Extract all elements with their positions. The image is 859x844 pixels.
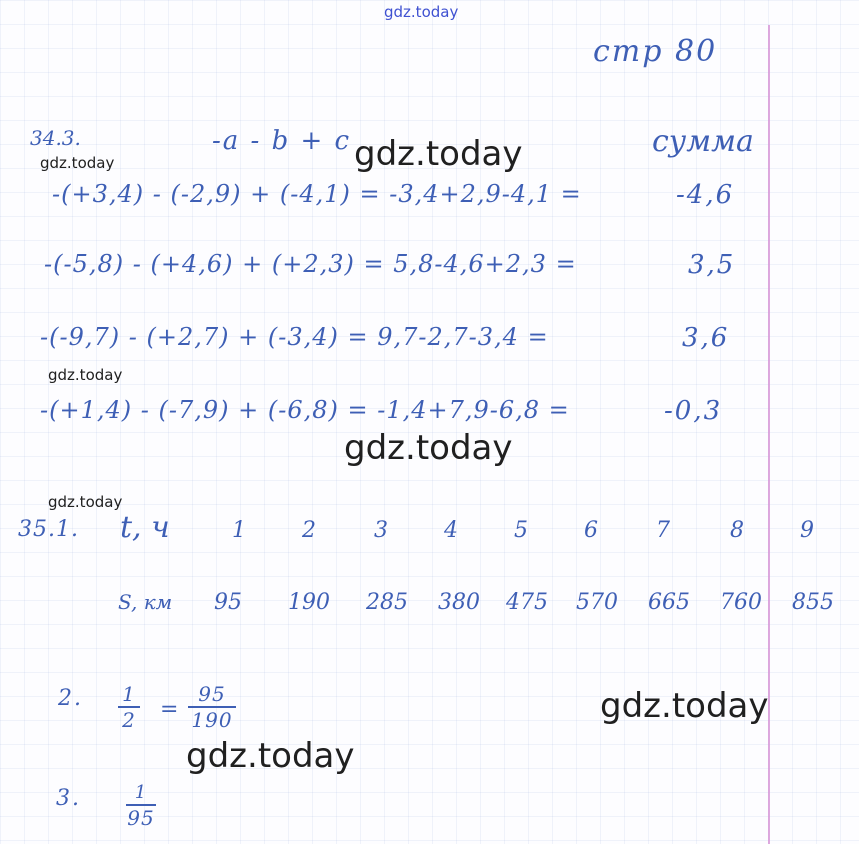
expr-row-4: -(+1,4) - (-7,9) + (-6,8) = -1,4+7,9-6,8 =: [40, 396, 570, 424]
part3-number: 3.: [56, 786, 81, 811]
fraction-numerator: 1: [122, 682, 136, 706]
s-value: 855: [792, 590, 834, 615]
watermark: gdz.today: [48, 366, 123, 384]
watermark: gdz.today: [354, 134, 523, 174]
result-row-1: -4,6: [676, 180, 735, 210]
watermark: gdz.today: [600, 686, 769, 726]
fraction-numerator: 1: [134, 782, 148, 803]
expr-row-3: -(-9,7) - (+2,7) + (-3,4) = 9,7-2,7-3,4 =: [40, 323, 549, 351]
expr-row-2: -(-5,8) - (+4,6) + (+2,3) = 5,8-4,6+2,3 =: [44, 250, 577, 278]
watermark: gdz.today: [48, 493, 123, 511]
problem-34-header-result: сумма: [652, 124, 754, 159]
page-label: стр 80: [593, 34, 718, 69]
s-value: 95: [214, 590, 242, 615]
s-value: 665: [648, 590, 690, 615]
t-value: 9: [800, 518, 816, 543]
part3-fraction: [126, 784, 156, 828]
expr-row-1: -(+3,4) - (-2,9) + (-4,1) = -3,4+2,9-4,1 =: [52, 180, 582, 208]
t-value: 7: [656, 518, 672, 543]
fraction-numerator: 95: [198, 682, 226, 706]
t-label: t, ч: [120, 510, 170, 545]
fraction-denominator: 190: [191, 708, 233, 732]
t-value: 6: [584, 518, 600, 543]
watermark: gdz.today: [186, 736, 355, 776]
s-value: 380: [438, 590, 480, 615]
problem-35-number: 35.1.: [18, 517, 79, 542]
s-label: S, км: [118, 590, 173, 614]
s-value: 190: [288, 590, 330, 615]
part2-right-fraction: [188, 684, 236, 730]
result-row-3: 3,6: [682, 323, 730, 353]
problem-34-header-expr: -a - b + c: [212, 126, 352, 156]
t-value: 1: [232, 518, 248, 543]
t-value: 2: [302, 518, 318, 543]
watermark-top: gdz.today: [384, 3, 459, 21]
part2-left-fraction: [118, 684, 140, 730]
watermark: gdz.today: [40, 154, 115, 172]
s-value: 475: [506, 590, 548, 615]
t-value: 3: [374, 518, 390, 543]
t-value: 5: [514, 518, 530, 543]
part2-equals: =: [160, 697, 181, 722]
fraction-denominator: 95: [127, 806, 155, 830]
result-row-4: -0,3: [664, 396, 723, 426]
s-value: 285: [366, 590, 408, 615]
watermark: gdz.today: [344, 428, 513, 468]
t-value: 8: [730, 518, 746, 543]
problem-34-number: 34.3.: [30, 126, 81, 150]
s-value: 570: [576, 590, 618, 615]
part2-number: 2.: [58, 686, 83, 711]
fraction-denominator: 2: [122, 708, 136, 732]
t-value: 4: [444, 518, 460, 543]
s-value: 760: [720, 590, 762, 615]
result-row-2: 3,5: [688, 250, 736, 280]
